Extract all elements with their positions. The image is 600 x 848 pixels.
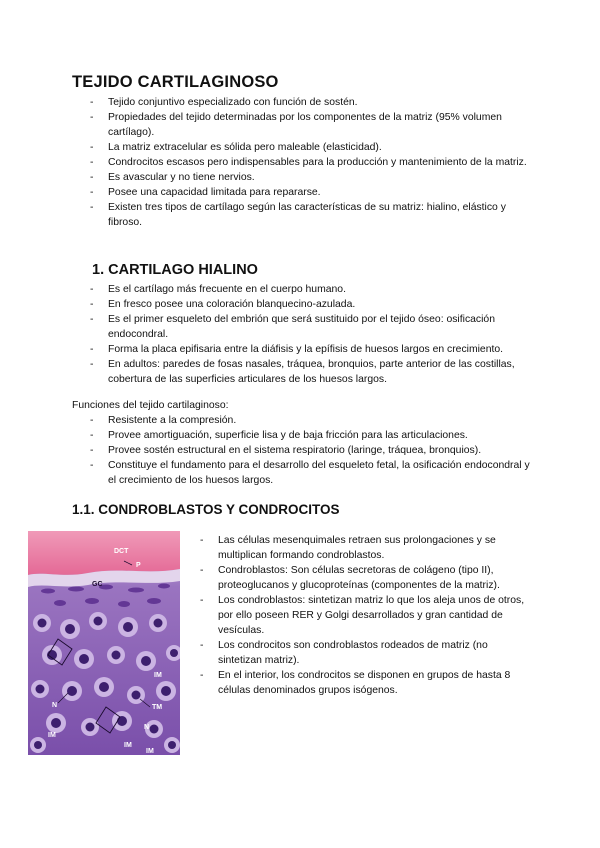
list-item: - Constituye el fundamento para el desarrollo del esqueleto fetal, la osificación endocondral y el crecimiento de los huesos largos. [90, 458, 530, 488]
list-item: - Resistente a la compresión. [90, 413, 530, 428]
label-im-2: IM [146, 748, 154, 755]
list-item: - Los condrocitos son condroblastos rodeados de matriz (no sintetizan matriz). [200, 638, 530, 668]
label-im-3: IM [48, 732, 56, 739]
label-n-1: N [52, 702, 58, 709]
section-heading-chondro: 1.1. CONDROBLASTOS Y CONDROCITOS [72, 502, 340, 517]
list-item: - Provee amortiguación, superficie lisa y de baja fricción para las articulaciones. [90, 428, 530, 443]
list-item: - Provee sostén estructural en el sistema respiratorio (laringe, tráquea, bronquios). [90, 443, 530, 458]
page-title: TEJIDO CARTILAGINOSO [72, 73, 279, 91]
list-item: - Posee una capacidad limitada para repararse. [90, 185, 530, 200]
list-item: - Las células mesenquimales retraen sus prolongaciones y se multiplican formando condroblastos. [200, 533, 530, 563]
list-item: - Tejido conjuntivo especializado con función de sostén. [90, 95, 530, 110]
label-n-2: N [144, 724, 150, 731]
list-item: - Existen tres tipos de cartílago según las características de su matriz: hialino, elástico y fibroso. [90, 200, 530, 230]
label-im-1: IM [154, 672, 162, 679]
list-item: - Condroblastos: Son células secretoras de colágeno (tipo II), proteoglucanos y glucoproteínas (componentes de la matriz). [200, 563, 530, 593]
intro-list [90, 95, 530, 230]
section-heading-hyaline: 1. CARTILAGO HIALINO [92, 262, 258, 278]
list-item: - En el interior, los condrocitos se disponen en grupos de hasta 8 células denominados grupos isógenos. [200, 668, 530, 698]
list-item: - La matriz extracelular es sólida pero maleable (elasticidad). [90, 140, 530, 155]
label-gc: GC [92, 581, 103, 588]
list-item: - Es avascular y no tiene nervios. [90, 170, 530, 185]
list-item: - Condrocitos escasos pero indispensables para la producción y mantenimiento de la matriz. [90, 155, 530, 170]
list-item: - En adultos: paredes de fosas nasales, tráquea, bronquios, parte anterior de las costillas, cobertura de las superficies articulares de los huesos largos. [90, 357, 530, 387]
list-item: - En fresco posee una coloración blanquecino-azulada. [90, 297, 530, 312]
list-item: - Es el cartílago más frecuente en el cuerpo humano. [90, 282, 530, 297]
label-dct: DCT [114, 548, 129, 555]
label-im-4: IM [124, 742, 132, 749]
list-item: - Es el primer esqueleto del embrión que será sustituido por el tejido óseo: osificación endocondral. [90, 312, 530, 342]
chondro-list [200, 533, 530, 698]
functions-list [90, 413, 530, 488]
hyaline-list [90, 282, 530, 387]
micrograph-svg [28, 531, 180, 755]
list-item: - Los condroblastos: sintetizan matriz lo que los aleja unos de otros, por ello poseen RER y Golgi desarrollados y gran cantidad de vesículas. [200, 593, 530, 638]
label-p: P [136, 562, 141, 569]
list-item: - Propiedades del tejido determinadas por los componentes de la matriz (95% volumen cartílago). [90, 110, 530, 140]
list-item: - Forma la placa epifisaria entre la diáfisis y la epífisis de huesos largos en crecimiento. [90, 342, 530, 357]
cartilage-micrograph [28, 531, 180, 755]
label-tm: TM [152, 704, 163, 711]
perichondrium-layer [28, 531, 180, 575]
functions-label: Funciones del tejido cartilaginoso: [72, 400, 229, 411]
